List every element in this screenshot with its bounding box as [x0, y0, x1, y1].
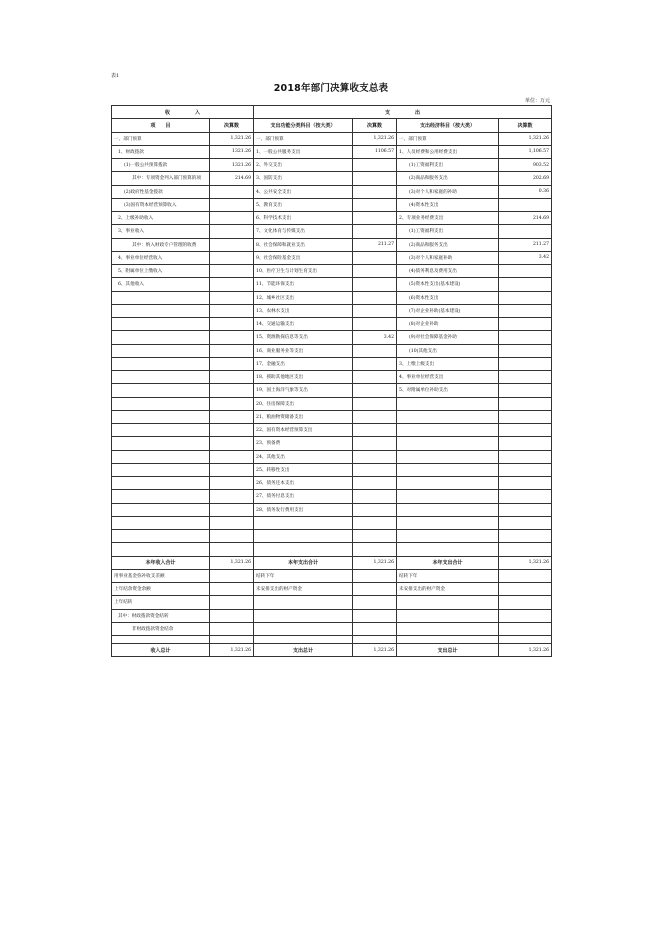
function-tail-amount — [353, 622, 397, 635]
empty-cell — [397, 516, 499, 529]
annual-total-econ-label: 本年支出合计 — [397, 556, 499, 569]
economic-tail-item: 结转下年 — [397, 569, 499, 582]
income-item — [112, 490, 210, 503]
empty-cell — [112, 530, 210, 543]
function-amount — [353, 185, 397, 198]
expense-header: 支 出 — [254, 106, 552, 119]
function-item: 10、医疗卫生与计划生育支出 — [254, 265, 353, 278]
unit-label: 单位：万元 — [524, 98, 550, 104]
function-item: 8、社会保障和就业支出 — [254, 238, 353, 251]
col-item-header: 项 目 — [112, 119, 210, 132]
function-tail-amount — [353, 596, 397, 609]
table-row — [112, 622, 552, 635]
function-amount — [353, 357, 397, 370]
income-item: 一、部门预算 — [112, 132, 210, 145]
economic-amount — [499, 437, 552, 450]
function-item: 18、援助其他地区支出 — [254, 371, 353, 384]
function-amount — [353, 371, 397, 384]
table-row — [112, 609, 552, 622]
function-item: 11、节能环保支出 — [254, 278, 353, 291]
table-row — [112, 238, 552, 251]
economic-item — [397, 410, 499, 423]
table-row — [112, 384, 552, 397]
annual-total-income-label: 本年收入合计 — [112, 556, 210, 569]
table-row — [112, 424, 552, 437]
economic-amount: 211.27 — [499, 238, 552, 251]
income-amount — [210, 437, 254, 450]
economic-tail-amount — [499, 596, 552, 609]
annual-total-func-value: 1,321.26 — [353, 556, 397, 569]
economic-amount — [499, 410, 552, 423]
table-row — [112, 331, 552, 344]
economic-item: 4、事业单位经营支出 — [397, 371, 499, 384]
empty-cell — [210, 516, 254, 529]
income-amount — [210, 331, 254, 344]
function-item: 13、农林水支出 — [254, 304, 353, 317]
empty-cell — [397, 530, 499, 543]
income-item — [112, 331, 210, 344]
table-row — [112, 516, 552, 529]
annual-total-econ-value: 1,321.26 — [499, 556, 552, 569]
economic-amount — [499, 291, 552, 304]
economic-item: (3)对个人和家庭的补助 — [397, 185, 499, 198]
income-amount: 1321.26 — [210, 145, 254, 158]
function-amount — [353, 477, 397, 490]
table-row — [112, 185, 552, 198]
economic-tail-item — [397, 609, 499, 622]
table-row — [112, 437, 552, 450]
function-tail-item: 结转下年 — [254, 569, 353, 582]
table-number: 表1 — [111, 73, 120, 79]
col-amount2-header: 决算数 — [353, 119, 397, 132]
income-amount — [210, 291, 254, 304]
income-amount — [210, 450, 254, 463]
economic-item: 一、部门预算 — [397, 132, 499, 145]
table-row — [112, 463, 552, 476]
income-amount — [210, 238, 254, 251]
economic-tail-amount — [499, 569, 552, 582]
income-item — [112, 291, 210, 304]
function-amount — [353, 212, 397, 225]
economic-item — [397, 450, 499, 463]
empty-cell — [499, 516, 552, 529]
function-tail-item — [254, 596, 353, 609]
economic-amount: 1,106.57 — [499, 145, 552, 158]
economic-amount — [499, 318, 552, 331]
income-amount — [210, 212, 254, 225]
income-tail-amount — [210, 569, 254, 582]
income-tail-item: 其中：财政拨款资金结转 — [112, 609, 210, 622]
function-item: 26、债务还本支出 — [254, 477, 353, 490]
economic-item: (1)工资福利支出 — [397, 225, 499, 238]
economic-amount — [499, 463, 552, 476]
economic-tail-amount — [499, 609, 552, 622]
function-item: 12、城乡社区支出 — [254, 291, 353, 304]
function-amount — [353, 437, 397, 450]
economic-item: (4)债务利息及费用支出 — [397, 265, 499, 278]
function-item: 17、金融支出 — [254, 357, 353, 370]
income-item — [112, 424, 210, 437]
function-tail-item — [254, 609, 353, 622]
function-item: 22、国有资本经营预算支出 — [254, 424, 353, 437]
income-tail-item: 上年结转 — [112, 596, 210, 609]
function-tail-item — [254, 622, 353, 635]
function-amount — [353, 225, 397, 238]
function-amount — [353, 503, 397, 516]
income-item: 1、财政拨款 — [112, 145, 210, 158]
function-item: 2、外交支出 — [254, 159, 353, 172]
function-amount: 3.42 — [353, 331, 397, 344]
grand-total-func-label: 支出总计 — [254, 644, 353, 657]
function-amount — [353, 344, 397, 357]
table-row — [112, 212, 552, 225]
economic-item: (3)对个人和家庭补助 — [397, 251, 499, 264]
function-amount — [353, 463, 397, 476]
empty-cell — [353, 543, 397, 556]
income-item: 3、事业收入 — [112, 225, 210, 238]
income-amount — [210, 185, 254, 198]
income-amount — [210, 397, 254, 410]
function-tail-amount — [353, 569, 397, 582]
function-amount — [353, 304, 397, 317]
income-amount — [210, 357, 254, 370]
table-row — [112, 596, 552, 609]
economic-amount — [499, 450, 552, 463]
function-tail-item: 未安排支出的财产资金 — [254, 583, 353, 596]
function-item: 6、科学技术支出 — [254, 212, 353, 225]
table-row — [112, 477, 552, 490]
economic-item: 5、对附属单位补助支出 — [397, 384, 499, 397]
function-item: 14、交通运输支出 — [254, 318, 353, 331]
economic-item: (7)对企业补助(基本建设) — [397, 304, 499, 317]
income-item — [112, 450, 210, 463]
grand-total-econ-label: 支出总计 — [397, 644, 499, 657]
income-amount — [210, 371, 254, 384]
grand-total-func-value: 1,321.26 — [353, 644, 397, 657]
income-item: (3)国有资本经营预算收入 — [112, 198, 210, 211]
function-item: 27、债务付息支出 — [254, 490, 353, 503]
economic-amount: 0.36 — [499, 185, 552, 198]
function-amount — [353, 450, 397, 463]
income-item — [112, 463, 210, 476]
function-amount — [353, 410, 397, 423]
table-row — [112, 318, 552, 331]
table-row — [112, 371, 552, 384]
economic-amount — [499, 344, 552, 357]
col-amount-header: 决算数 — [210, 119, 254, 132]
col-econ-header: 支出经济科目（按大类） — [397, 119, 499, 132]
function-item: 一、部门预算 — [254, 132, 353, 145]
economic-tail-item: 未安排支出的财产资金 — [397, 583, 499, 596]
empty-cell — [353, 530, 397, 543]
economic-amount — [499, 490, 552, 503]
table-row — [112, 450, 552, 463]
income-item — [112, 304, 210, 317]
economic-item — [397, 490, 499, 503]
table-row — [112, 225, 552, 238]
function-item: 19、国土海洋气象等支出 — [254, 384, 353, 397]
income-tail-amount — [210, 583, 254, 596]
annual-total-func-label: 本年支出合计 — [254, 556, 353, 569]
empty-cell — [353, 636, 397, 644]
grand-total-row — [112, 644, 552, 657]
income-tail-amount — [210, 596, 254, 609]
function-amount — [353, 291, 397, 304]
function-amount: 211.27 — [353, 238, 397, 251]
income-amount — [210, 410, 254, 423]
function-amount: 1106.57 — [353, 145, 397, 158]
table-row — [112, 490, 552, 503]
table-row — [112, 172, 552, 185]
income-item: 其中：纳入财政专户管理的收费 — [112, 238, 210, 251]
function-item: 25、转移性支出 — [254, 463, 353, 476]
income-amount — [210, 225, 254, 238]
economic-amount — [499, 225, 552, 238]
economic-amount — [499, 397, 552, 410]
income-item: (2)政府性基金拨款 — [112, 185, 210, 198]
function-amount: 1,321.26 — [353, 132, 397, 145]
economic-item: (2)商品和服务支出 — [397, 238, 499, 251]
economic-amount: 3.42 — [499, 251, 552, 264]
economic-item — [397, 437, 499, 450]
income-amount — [210, 278, 254, 291]
table-row — [112, 132, 552, 145]
empty-cell — [353, 516, 397, 529]
table-row — [112, 543, 552, 556]
function-amount — [353, 172, 397, 185]
economic-amount — [499, 371, 552, 384]
economic-amount — [499, 424, 552, 437]
function-item: 28、债务发行费用支出 — [254, 503, 353, 516]
table-row — [112, 304, 552, 317]
col-amount3-header: 决算数 — [499, 119, 552, 132]
economic-amount — [499, 477, 552, 490]
page-title: 2018年部门决算收支总表 — [273, 83, 389, 94]
income-amount — [210, 463, 254, 476]
function-amount — [353, 397, 397, 410]
income-amount: 214.69 — [210, 172, 254, 185]
spacer-row — [112, 636, 552, 644]
function-item: 7、文化体育与传媒支出 — [254, 225, 353, 238]
economic-amount — [499, 198, 552, 211]
function-item: 4、公共安全支出 — [254, 185, 353, 198]
table-row — [112, 357, 552, 370]
income-item — [112, 357, 210, 370]
table-row — [112, 410, 552, 423]
income-item — [112, 410, 210, 423]
empty-cell — [112, 636, 210, 644]
table-row — [112, 251, 552, 264]
income-item — [112, 344, 210, 357]
income-amount — [210, 503, 254, 516]
function-item: 3、国防支出 — [254, 172, 353, 185]
function-amount — [353, 490, 397, 503]
economic-amount — [499, 278, 552, 291]
income-amount — [210, 318, 254, 331]
economic-item: 1、人员经费和公用经费支出 — [397, 145, 499, 158]
income-item — [112, 318, 210, 331]
table-row — [112, 344, 552, 357]
function-item: 9、社会保险基金支出 — [254, 251, 353, 264]
economic-item: (10)其他支出 — [397, 344, 499, 357]
income-amount — [210, 344, 254, 357]
empty-cell — [254, 636, 353, 644]
function-tail-amount — [353, 583, 397, 596]
empty-cell — [254, 516, 353, 529]
income-amount — [210, 424, 254, 437]
economic-tail-amount — [499, 583, 552, 596]
table-row — [112, 278, 552, 291]
economic-item — [397, 503, 499, 516]
function-amount — [353, 251, 397, 264]
income-item — [112, 371, 210, 384]
table-row — [112, 569, 552, 582]
income-item: 6、其他收入 — [112, 278, 210, 291]
economic-item: (6)资本性支出 — [397, 291, 499, 304]
empty-cell — [397, 543, 499, 556]
economic-item: 3、上缴上级支出 — [397, 357, 499, 370]
income-header: 收 入 — [112, 106, 254, 119]
economic-item: (5)资本性支出(基本建设) — [397, 278, 499, 291]
function-item: 20、住房保障支出 — [254, 397, 353, 410]
economic-amount: 202.69 — [499, 172, 552, 185]
income-amount: 1,321.26 — [210, 132, 254, 145]
economic-tail-amount — [499, 622, 552, 635]
function-item: 23、预备费 — [254, 437, 353, 450]
empty-cell — [254, 530, 353, 543]
income-item — [112, 477, 210, 490]
income-item — [112, 397, 210, 410]
table-row — [112, 145, 552, 158]
economic-item: (9)对社会保障基金补助 — [397, 331, 499, 344]
empty-cell — [210, 543, 254, 556]
function-item: 5、教育支出 — [254, 198, 353, 211]
income-tail-item: 非财政拨款资金结余 — [112, 622, 210, 635]
table-row — [112, 397, 552, 410]
table-row — [112, 265, 552, 278]
function-item: 15、资源勘探信息等支出 — [254, 331, 353, 344]
function-item: 16、商业服务业等支出 — [254, 344, 353, 357]
income-amount — [210, 251, 254, 264]
economic-item: (4)资本性支出 — [397, 198, 499, 211]
economic-tail-item — [397, 596, 499, 609]
economic-amount — [499, 357, 552, 370]
economic-amount: 903.52 — [499, 159, 552, 172]
economic-amount — [499, 331, 552, 344]
empty-cell — [210, 530, 254, 543]
economic-amount: 214.69 — [499, 212, 552, 225]
economic-item — [397, 477, 499, 490]
function-tail-amount — [353, 609, 397, 622]
function-amount — [353, 278, 397, 291]
economic-item — [397, 463, 499, 476]
income-amount — [210, 384, 254, 397]
income-item — [112, 384, 210, 397]
grand-total-econ-value: 1,321.26 — [499, 644, 552, 657]
grand-total-income-value: 1,321.26 — [210, 644, 254, 657]
income-item: 2、上级补助收入 — [112, 212, 210, 225]
table-row — [112, 583, 552, 596]
economic-item — [397, 397, 499, 410]
income-tail-amount — [210, 609, 254, 622]
economic-item — [397, 424, 499, 437]
income-amount — [210, 477, 254, 490]
income-amount: 1321.26 — [210, 159, 254, 172]
function-amount — [353, 424, 397, 437]
economic-item: (2)商品和服务支出 — [397, 172, 499, 185]
empty-cell — [397, 636, 499, 644]
empty-cell — [112, 543, 210, 556]
table-row — [112, 198, 552, 211]
economic-item: (8)对企业补助 — [397, 318, 499, 331]
economic-amount — [499, 265, 552, 278]
income-tail-item: 上年结余资金余额 — [112, 583, 210, 596]
economic-item: 2、专项业务经费支出 — [397, 212, 499, 225]
economic-amount — [499, 384, 552, 397]
table-row — [112, 291, 552, 304]
income-item: 5、附属单位上缴收入 — [112, 265, 210, 278]
function-item: 1、一般公共服务支出 — [254, 145, 353, 158]
income-amount — [210, 490, 254, 503]
income-item — [112, 437, 210, 450]
function-amount — [353, 318, 397, 331]
economic-tail-item — [397, 622, 499, 635]
function-amount — [353, 159, 397, 172]
empty-cell — [499, 636, 552, 644]
grand-total-income-label: 收入总计 — [112, 644, 210, 657]
income-amount — [210, 304, 254, 317]
income-amount — [210, 198, 254, 211]
economic-amount: 1,321.26 — [499, 132, 552, 145]
economic-item: (1)工资福利支出 — [397, 159, 499, 172]
economic-amount — [499, 503, 552, 516]
function-amount — [353, 265, 397, 278]
empty-cell — [210, 636, 254, 644]
function-amount — [353, 198, 397, 211]
table-row — [112, 503, 552, 516]
income-item: 4、事业单位经营收入 — [112, 251, 210, 264]
table-row — [112, 530, 552, 543]
income-tail-amount — [210, 622, 254, 635]
income-amount — [210, 265, 254, 278]
empty-cell — [112, 516, 210, 529]
empty-cell — [499, 530, 552, 543]
annual-total-row — [112, 556, 552, 569]
empty-cell — [254, 543, 353, 556]
annual-total-income-value: 1,321.26 — [210, 556, 254, 569]
function-item: 24、其他支出 — [254, 450, 353, 463]
summary-table — [111, 105, 552, 657]
income-tail-item: 用事业基金弥补收支差额 — [112, 569, 210, 582]
empty-cell — [499, 543, 552, 556]
economic-amount — [499, 304, 552, 317]
col-func-header: 支出功能分类科目（按大类） — [254, 119, 353, 132]
income-item — [112, 503, 210, 516]
function-amount — [353, 384, 397, 397]
table-row — [112, 159, 552, 172]
function-item: 21、粮油物资储备支出 — [254, 410, 353, 423]
income-item: 其中：专项资金列入部门预算的项 — [112, 172, 210, 185]
income-item: (1)一般公共预算拨款 — [112, 159, 210, 172]
